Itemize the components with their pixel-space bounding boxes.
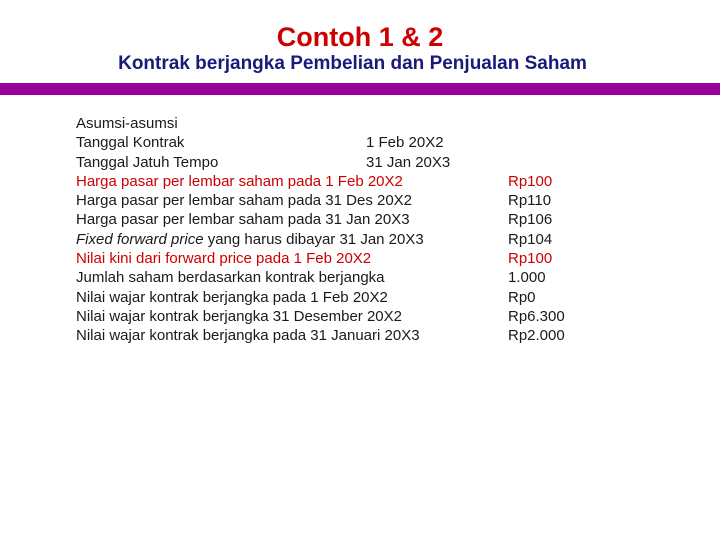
row-maturity-date bbox=[76, 153, 656, 172]
row-label: Tanggal Kontrak bbox=[76, 134, 185, 152]
row-fair-value-31des bbox=[76, 307, 656, 326]
row-fair-value-31jan bbox=[76, 326, 656, 345]
row-label: Asumsi-asumsi bbox=[76, 115, 178, 132]
row-label-rest: yang harus dibayar 31 Jan 20X3 bbox=[203, 230, 424, 248]
row-fair-value-1feb bbox=[76, 288, 656, 307]
row-price-31jan bbox=[76, 210, 656, 229]
row-label: Nilai wajar kontrak berjangka pada 1 Feb 20X2 bbox=[76, 288, 388, 306]
row-label: Harga pasar per lembar saham pada 1 Feb 20X2 bbox=[76, 172, 403, 190]
page-title: Contoh 1 & 2 bbox=[276, 22, 444, 52]
row-fixed-forward-price bbox=[76, 230, 656, 249]
row-value: Rp104 bbox=[508, 230, 553, 248]
row-value: Rp100 bbox=[508, 172, 553, 190]
row-date: 31 Jan 20X3 bbox=[366, 153, 451, 171]
row-assumptions-heading bbox=[76, 114, 656, 133]
row-date: 1 Feb 20X2 bbox=[366, 134, 444, 152]
row-price-1feb bbox=[76, 172, 656, 191]
divider-bar bbox=[0, 83, 720, 95]
row-label: Harga pasar per lembar saham pada 31 Des 20X2 bbox=[76, 192, 413, 210]
page-subtitle: Kontrak berjangka Pembelian dan Penjualan Saham bbox=[118, 53, 587, 74]
row-value: Rp0 bbox=[508, 288, 536, 306]
row-label: Jumlah saham berdasarkan kontrak berjangka bbox=[76, 269, 385, 287]
row-share-count bbox=[76, 268, 656, 287]
assumptions-list bbox=[76, 114, 656, 346]
row-value: Rp2.000 bbox=[508, 327, 565, 345]
row-value: Rp110 bbox=[508, 192, 552, 210]
row-label: Nilai wajar kontrak berjangka 31 Desember 20X2 bbox=[76, 307, 403, 325]
row-value: Rp100 bbox=[508, 250, 553, 268]
row-label: Tanggal Jatuh Tempo bbox=[76, 153, 219, 171]
row-label-italic: Fixed forward price bbox=[76, 230, 204, 248]
row-price-31des bbox=[76, 191, 656, 210]
row-label: Nilai wajar kontrak berjangka pada 31 Januari 20X3 bbox=[76, 327, 420, 345]
row-label: Nilai kini dari forward price pada 1 Feb 20X2 bbox=[76, 250, 372, 268]
row-present-value bbox=[76, 249, 656, 268]
row-value: 1.000 bbox=[508, 269, 546, 287]
row-value: Rp106 bbox=[508, 211, 553, 229]
row-label bbox=[76, 230, 424, 249]
row-label: Harga pasar per lembar saham pada 31 Jan 20X3 bbox=[76, 211, 410, 229]
row-value: Rp6.300 bbox=[508, 307, 565, 325]
row-contract-date bbox=[76, 133, 656, 152]
